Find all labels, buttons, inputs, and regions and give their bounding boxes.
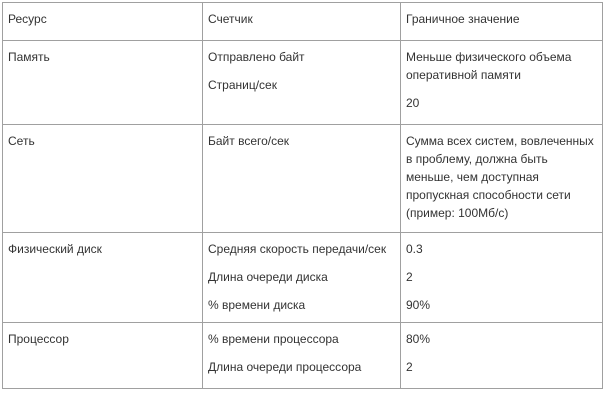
counter-value: Отправлено байт <box>208 50 305 64</box>
counter-value: Длина очереди процессора <box>208 360 362 374</box>
threshold-value: 0.3 <box>406 242 423 256</box>
counter-value: Байт всего/сек <box>208 134 290 148</box>
resource-cell: Физический диск <box>3 233 203 323</box>
header-threshold: Граничное значение <box>401 3 603 41</box>
table-row-disk <box>3 233 603 323</box>
threshold-cell <box>401 323 603 389</box>
counter-cell <box>203 125 401 233</box>
resource-cell: Память <box>3 41 203 125</box>
threshold-value: 80% <box>406 332 431 346</box>
header-resource: Ресурс <box>3 3 203 41</box>
counter-value: Средняя скорость передачи/сек <box>208 242 387 256</box>
threshold-cell <box>401 233 603 323</box>
threshold-value: 90% <box>406 298 431 312</box>
counter-value: % времени процессора <box>208 332 339 346</box>
table-row-cpu <box>3 323 603 389</box>
header-counter: Счетчик <box>203 3 401 41</box>
counter-value: Страниц/сек <box>208 78 277 92</box>
counter-value: % времени диска <box>208 298 306 312</box>
resource-cell: Процессор <box>3 323 203 389</box>
threshold-cell <box>401 41 603 125</box>
table-row-network <box>3 125 603 233</box>
threshold-value: 20 <box>406 96 420 110</box>
counter-cell <box>203 41 401 125</box>
threshold-value: 2 <box>406 270 413 284</box>
counters-table <box>2 2 603 389</box>
counter-cell <box>203 323 401 389</box>
threshold-value: Меньше физического объема оперативной памяти <box>406 50 572 82</box>
threshold-cell <box>401 125 603 233</box>
table-header-row <box>3 3 603 41</box>
threshold-value: 2 <box>406 360 413 374</box>
threshold-value: Сумма всех систем, вовлеченных в проблему, должна быть меньше, чем доступная пропускная способности сети (пример: 100Мб/с) <box>406 134 594 220</box>
resource-cell: Сеть <box>3 125 203 233</box>
table-row-memory <box>3 41 603 125</box>
counter-value: Длина очереди диска <box>208 270 328 284</box>
counter-cell <box>203 233 401 323</box>
